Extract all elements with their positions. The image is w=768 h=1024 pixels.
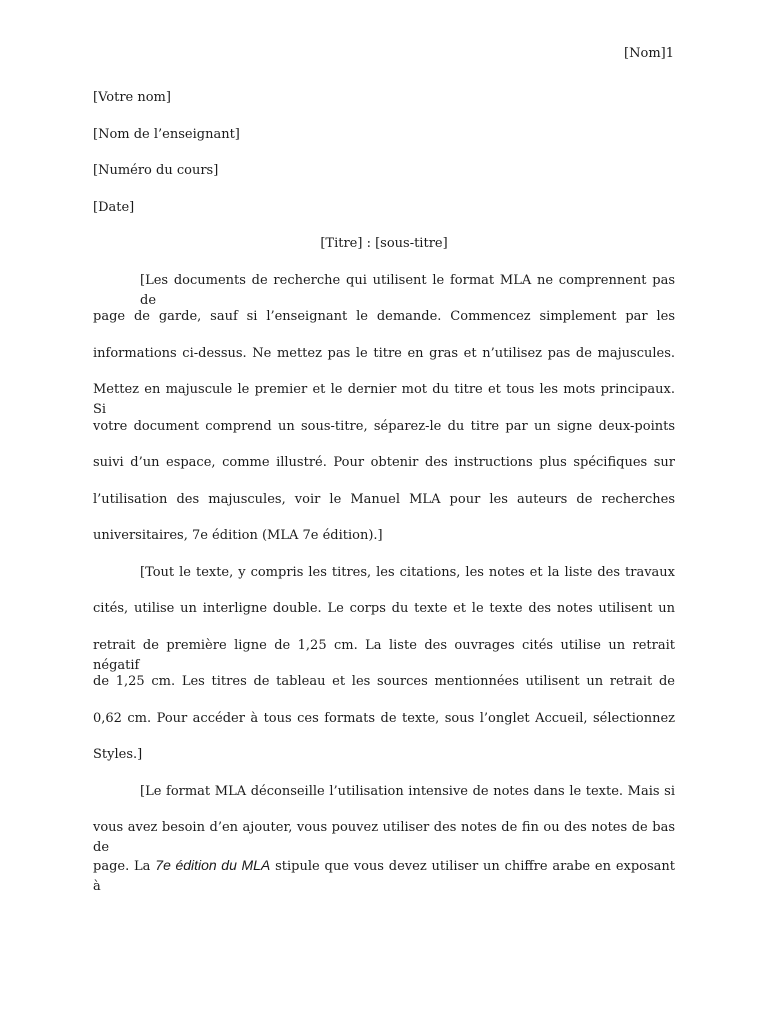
paragraph-line: Mettez en majuscule le premier et le dernier mot du titre et tous les mots principaux. Si <box>93 382 675 417</box>
document-body <box>93 88 676 894</box>
date-line: [Date] <box>93 199 135 215</box>
paragraph-line-with-italic <box>93 855 675 892</box>
paragraph-line: l’utilisation des majuscules, voir le Manuel MLA pour les auteurs de recherches <box>93 491 675 507</box>
document-title: [Titre] : [sous-titre] <box>320 236 448 251</box>
paragraph-line: Styles.] <box>93 747 143 762</box>
instructor-name-line: [Nom de l’enseignant] <box>93 126 240 142</box>
paragraph-line: [Le format MLA déconseille l’utilisation intensive de notes dans le texte. Mais si <box>140 783 675 799</box>
paragraph-line: cités, utilise un interligne double. Le corps du texte et le texte des notes utilisent un <box>93 601 675 616</box>
text-after-italic: stipule que vous devez utiliser un chiffre arabe en exposant à <box>93 858 676 894</box>
paragraph-1 <box>93 271 675 563</box>
course-number-line: [Numéro du cours] <box>93 163 219 178</box>
running-header-page-number: [Nom]1 <box>624 46 674 61</box>
student-name-line: [Votre nom] <box>93 90 171 105</box>
paragraph-line: informations ci-dessus. Ne mettez pas le titre en gras et n’utilisez pas de majuscules. <box>93 345 675 361</box>
paragraph-line: [Les documents de recherche qui utilisent le format MLA ne comprennent pas de <box>140 272 675 308</box>
paragraph-line: vous avez besoin d’en ajouter, vous pouvez utiliser des notes de fin ou des notes de bas de <box>93 820 675 855</box>
paragraph-line: page de garde, sauf si l’enseignant le demande. Commencez simplement par les <box>93 309 675 324</box>
paragraph-line: 0,62 cm. Pour accéder à tous ces formats de texte, sous l’onglet Accueil, sélectionnez <box>93 710 675 726</box>
paragraph-line: [Tout le texte, y compris les titres, les citations, les notes et la liste des travaux <box>140 564 675 580</box>
paragraph-line: votre document comprend un sous-titre, séparez-le du titre par un signe deux-points <box>93 418 675 434</box>
paragraph-line: de 1,25 cm. Les titres de tableau et les sources mentionnées utilisent un retrait de <box>93 674 675 689</box>
text-before-italic: page. La <box>93 858 156 874</box>
italic-reference-mla: 7e édition du MLA <box>155 856 271 873</box>
paragraph-line: retrait de première ligne de 1,25 cm. La liste des ouvrages cités utilise un retrait négatif <box>93 637 675 673</box>
paragraph-line: suivi d’un espace, comme illustré. Pour obtenir des instructions plus spécifiques sur <box>93 455 675 470</box>
paragraph-3 <box>93 782 675 892</box>
paragraph-line: universitaires, 7e édition (MLA 7e édition).] <box>93 528 383 543</box>
paragraph-2 <box>93 563 675 782</box>
